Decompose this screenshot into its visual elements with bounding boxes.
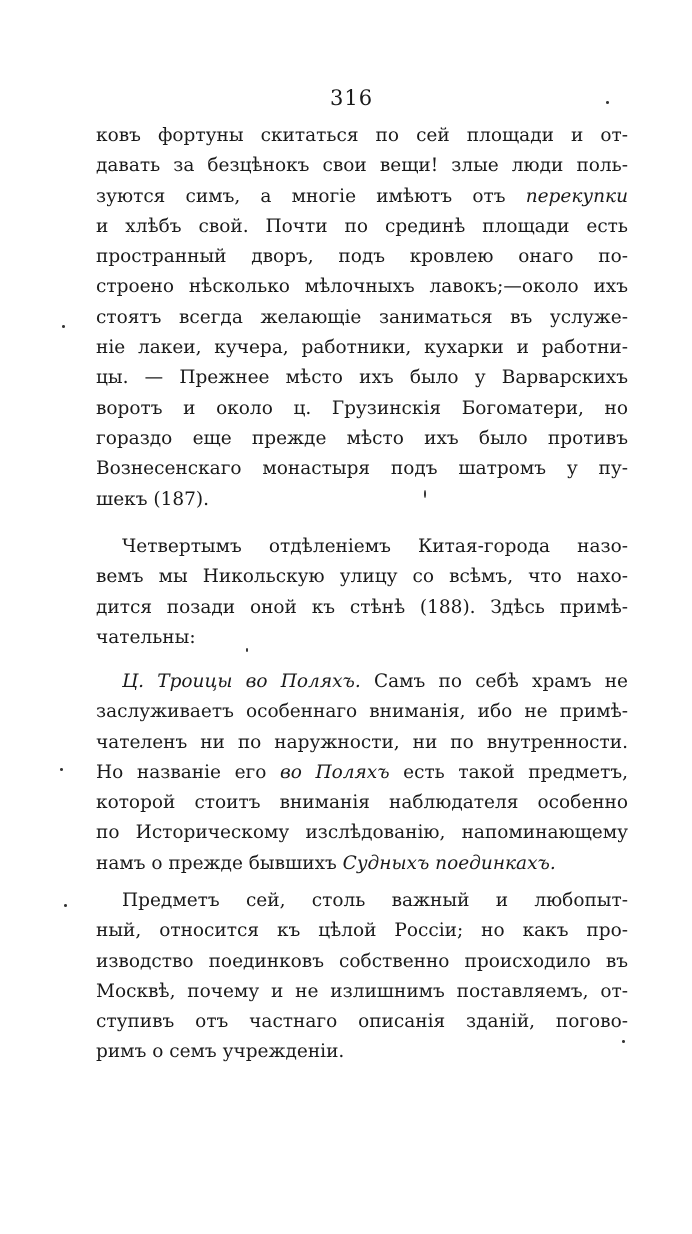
paragraph-1 [96,121,628,515]
text-line: ступивъ отъ частнаго описанія зданій, погово- [96,1011,628,1033]
text-line: давать за безцѣнокъ свои вещи! злые люди поль- [96,155,628,177]
text-line: ковъ фортуны скитаться по сей площади и от- [96,125,628,146]
text-line: Ц. Троицы во Поляхъ. Самъ по себѣ храмъ не [122,671,628,692]
text-line: римъ о семъ учрежденіи. [96,1041,345,1063]
text-line: чательны: [96,626,196,648]
text-line: которой стоитъ вниманія наблюдателя особенно [96,792,628,814]
text-line: дится позади оной къ стѣнѣ (188). Здѣсь примѣ- [96,596,628,618]
scan-speck [424,490,426,498]
text-line: зуются симъ, а многіе имѣютъ отъ перекупки [96,185,628,207]
scan-speck [64,904,67,907]
scan-speck [62,325,65,328]
page-number: 316 [330,86,374,110]
text-line: Четвертымъ отдѣленіемъ Китая-города назо- [122,536,628,557]
paragraph-2 [96,532,628,653]
paragraph-3 [96,667,628,879]
text-line: стоятъ всегда желающіе заниматься въ услуже- [96,306,628,328]
text-line: заслуживаетъ особеннаго вниманія, ибо не примѣ- [96,701,628,723]
text-line: ніе лакеи, кучера, работники, кухарки и работни- [96,337,628,359]
text-line: изводство поединковъ собственно происходило въ [96,950,628,972]
text-line: шекъ (187). [96,488,209,510]
text-line: и хлѣбъ свой. Почти по срединѣ площади есть [96,215,628,237]
scan-speck [60,768,63,771]
text-line: ный, относится къ цѣлой Россіи; но какъ про- [96,920,628,942]
text-line: намъ о прежде бывшихъ Судныхъ поединкахъ. [96,852,556,874]
text-line: воротъ и около ц. Грузинскія Богоматери, но [96,397,628,419]
text-line: по Историческому изслѣдованію, напоминающему [96,822,628,844]
text-line: гораздо еще прежде мѣсто ихъ было противъ [96,427,628,449]
paragraph-4 [96,886,628,1068]
scan-speck [606,101,609,104]
text-line: Вознесенскаго монастыря подъ шатромъ у пу- [96,458,628,480]
scan-speck [622,1040,625,1043]
text-line: пространный дворъ, подъ кровлею онаго по- [96,246,628,268]
text-line: строено нѣсколько мѣлочныхъ лавокъ;—около ихъ [96,276,628,298]
text-line: вемъ мы Никольскую улицу со всѣмъ, что нахо- [96,566,628,588]
text-line: Но названіе его во Поляхъ есть такой предметъ, [96,761,628,783]
text-line: Москвѣ, почему и не излишнимъ поставляемъ, от- [96,980,628,1002]
text-line: цы. — Прежнее мѣсто ихъ было у Варварскихъ [96,367,628,389]
text-line: Предметъ сей, столь важный и любопыт- [122,890,628,911]
text-line: чателенъ ни по наружности, ни по внутренности. [96,731,628,753]
scan-speck [246,648,248,652]
